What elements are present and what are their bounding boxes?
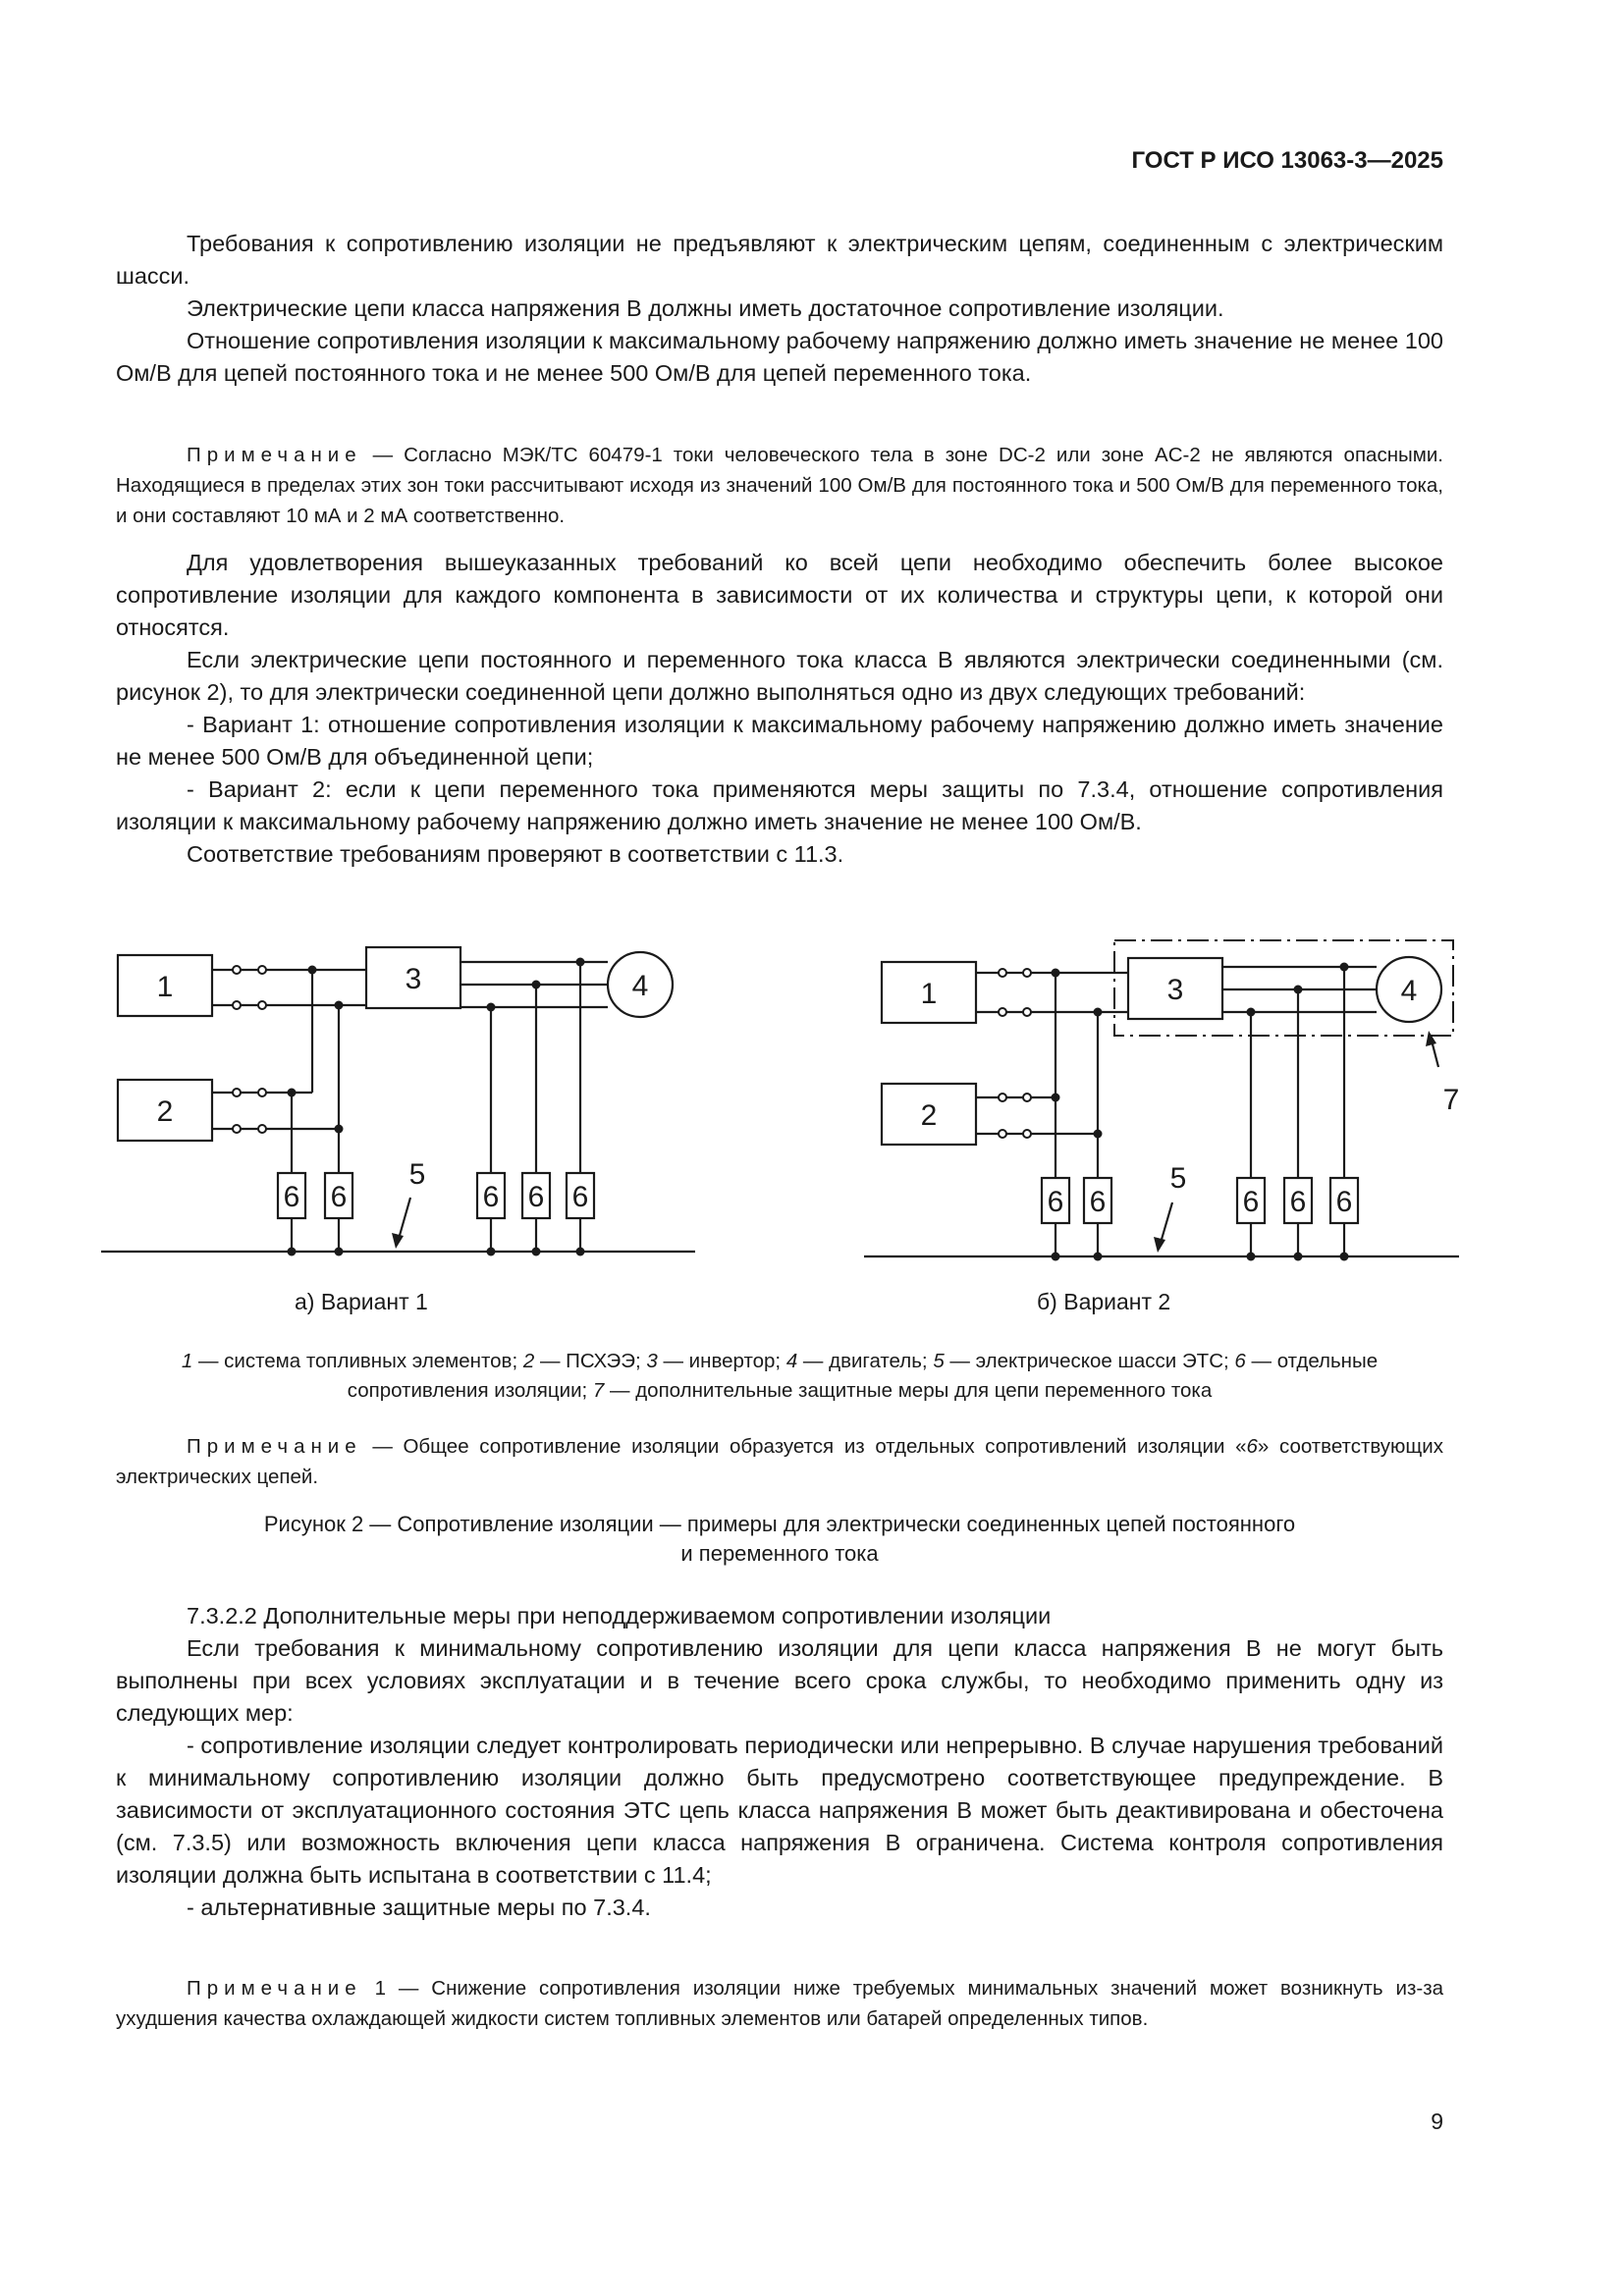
paragraph: - сопротивление изоляции следует контролировать периодически или непрерывно. В случае нарушения требований к минимальному сопротивлению изоляции должно быть предусмотрено соответствующее предупреждение. В зависимости от эксплуатационного состояния ЭТС цепь класса напряжения B может быть деактивирована и обесточена (см. 7.3.5) или возможность включения цепи класса напряжения B ограничена. Система контроля сопротивления изоляции должна быть испытана в соответствии с 11.4; <box>116 1733 1443 1888</box>
figure-title-line: Рисунок 2 — Сопротивление изоляции — примеры для электрически соединенных цепей постоянного <box>263 1512 1296 1536</box>
figure-note <box>116 1431 1443 1492</box>
paragraph: - альтернативные защитные меры по 7.3.4. <box>187 1895 651 1920</box>
legend-num: 2 <box>522 1350 535 1372</box>
variant-2-diagram <box>864 940 1459 1256</box>
label-6: 6 <box>330 1181 348 1213</box>
label-7: 7 <box>1442 1084 1460 1116</box>
note-num: 6 <box>1246 1435 1258 1458</box>
legend-num: 5 <box>933 1350 945 1372</box>
note-text: 1 — Снижение сопротивления изоляции ниже требуемых минимальных значений может возникнуть из-за ухудшения качества охлаждающей жидкости систем топливных элементов или батарей определенных типов. <box>116 1977 1443 2030</box>
intro-block <box>116 228 1443 390</box>
label-1: 1 <box>920 978 938 1010</box>
label-6: 6 <box>1047 1186 1064 1218</box>
legend-text: — ПСХЭЭ; <box>534 1350 647 1372</box>
note-label: Примечание <box>187 1977 362 2000</box>
section-7-3-2-2 <box>116 1600 1443 1924</box>
legend-num: 6 <box>1234 1350 1246 1372</box>
requirements-block <box>116 547 1443 871</box>
legend-num: 1 <box>181 1350 193 1372</box>
legend-text: — двигатель; <box>797 1350 934 1372</box>
paragraph: Если электрические цепи постоянного и переменного тока класса B являются электрически соединенными (см. рисунок 2), то для электрически соединенной цепи должно выполняться одно из двух следующих требований: <box>116 647 1443 705</box>
label-1: 1 <box>156 971 174 1003</box>
label-6: 6 <box>1242 1186 1260 1218</box>
variant-1-diagram <box>101 947 695 1252</box>
label-2: 2 <box>156 1095 174 1128</box>
note-text: — Согласно МЭК/ТС 60479-1 токи человеческого тела в зоне DC-2 или зоне AC-2 не являются опасными. Находящиеся в пределах этих зон токи рассчитывают исходя из значений 100 Ом/В для постоянного тока и 500 Ом/В для переменного тока, и они составляют 10 мА и 2 мА соответственно. <box>116 444 1443 527</box>
paragraph: Для удовлетворения вышеуказанных требований ко всей цепи необходимо обеспечить более высокое сопротивление изоляции для каждого компонента в зависимости от их количества и структуры цепи, к которой они относятся. <box>116 550 1443 640</box>
note-text: » соответствующих электрических цепей. <box>116 1435 1443 1488</box>
label-6: 6 <box>1089 1186 1107 1218</box>
note-label: Примечание <box>187 444 362 466</box>
label-4: 4 <box>1400 975 1418 1007</box>
note-2 <box>116 1973 1443 2034</box>
label-6: 6 <box>482 1181 500 1213</box>
label-6: 6 <box>1335 1186 1353 1218</box>
paragraph: - Вариант 1: отношение сопротивления изоляции к максимальному рабочему напряжению должно иметь значение не менее 500 Ом/В для объединенной цепи; <box>116 712 1443 770</box>
label-5: 5 <box>408 1158 426 1191</box>
label-6: 6 <box>1289 1186 1307 1218</box>
label-6: 6 <box>283 1181 300 1213</box>
caption-variant-1: а) Вариант 1 <box>295 1289 428 1314</box>
paragraph: - Вариант 2: если к цепи переменного тока применяются меры защиты по 7.3.4, отношение сопротивления изоляции к максимальному рабочему напряжению должно иметь значение не менее 100 Ом/В. <box>116 776 1443 834</box>
note-text: — Общее сопротивление изоляции образуется из отдельных сопротивлений изоляции « <box>361 1435 1247 1458</box>
legend-text: — электрическое шасси ЭТС; <box>944 1350 1235 1372</box>
caption-variant-2: б) Вариант 2 <box>1037 1289 1171 1314</box>
paragraph: Требования к сопротивлению изоляции не предъявляют к электрическим цепям, соединенным с электрическим шасси. <box>116 231 1443 289</box>
note-label: Примечание <box>187 1435 362 1458</box>
figure-title <box>116 1510 1443 1569</box>
legend-num: 3 <box>646 1350 658 1372</box>
label-5: 5 <box>1169 1162 1187 1195</box>
section-heading: 7.3.2.2 Дополнительные меры при неподдерживаемом сопротивлении изоляции <box>187 1603 1052 1629</box>
paragraph: Электрические цепи класса напряжения B должны иметь достаточное сопротивление изоляции. <box>187 295 1224 321</box>
label-3: 3 <box>1166 974 1184 1006</box>
paragraph: Отношение сопротивления изоляции к максимальному рабочему напряжению должно иметь значение не менее 100 Ом/В для цепей постоянного тока и не менее 500 Ом/В для цепей переменного тока. <box>116 328 1443 386</box>
legend-num: 7 <box>592 1379 605 1402</box>
page-number: 9 <box>1431 2109 1443 2134</box>
label-4: 4 <box>631 970 649 1002</box>
label-3: 3 <box>405 963 422 995</box>
legend-text: — дополнительные защитные меры для цепи переменного тока <box>604 1379 1213 1402</box>
legend-text: — система топливных элементов; <box>192 1350 523 1372</box>
figure-title-line: и переменного тока <box>680 1541 879 1566</box>
figure-2-diagram <box>0 923 1624 1335</box>
paragraph: Соответствие требованиям проверяют в соответствии с 11.3. <box>187 841 844 867</box>
label-6: 6 <box>571 1181 589 1213</box>
legend-num: 4 <box>785 1350 798 1372</box>
figure-legend <box>116 1347 1443 1406</box>
note-1 <box>116 440 1443 531</box>
paragraph: Если требования к минимальному сопротивлению изоляции для цепи класса напряжения B не могут быть выполнены при всех условиях эксплуатации и в течение всего срока службы, то необходимо применить одну из следующих мер: <box>116 1635 1443 1726</box>
legend-text: — инвертор; <box>657 1350 786 1372</box>
document-header: ГОСТ Р ИСО 13063-3—2025 <box>1131 147 1443 174</box>
label-6: 6 <box>527 1181 545 1213</box>
label-2: 2 <box>920 1099 938 1132</box>
legend-text: — отдельные сопротивления изоляции; <box>347 1350 1379 1402</box>
